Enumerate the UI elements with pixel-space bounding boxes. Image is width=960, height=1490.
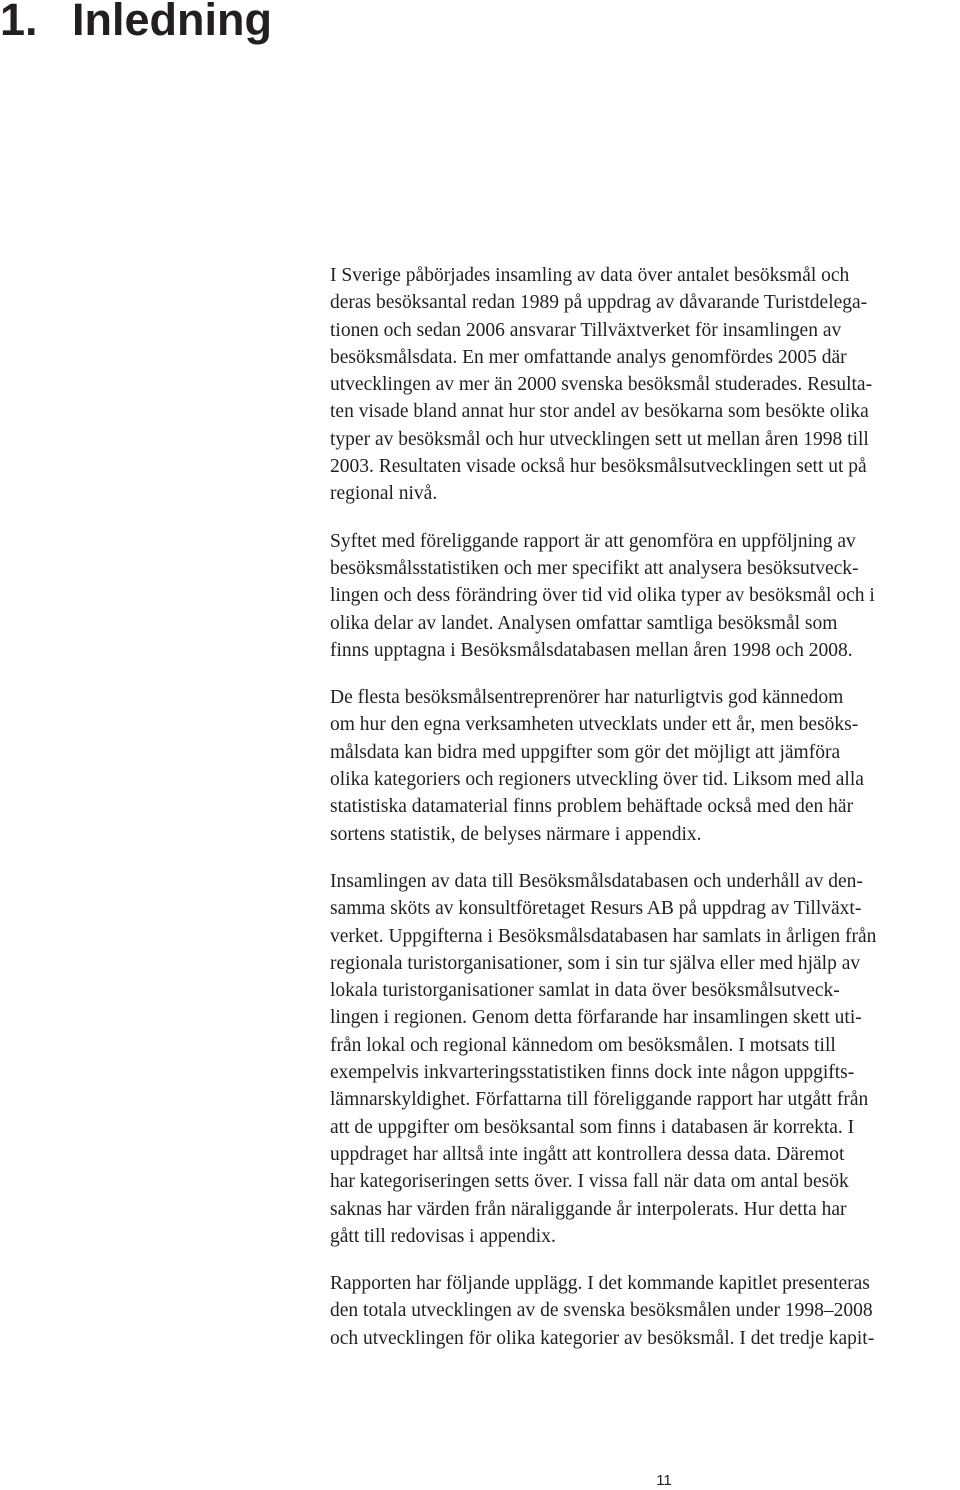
text-line: samma sköts av konsultföretaget Resurs AB på uppdrag av Tillväxt- [330,898,862,920]
text-line: sortens statistik, de belyses närmare i appendix. [330,823,702,845]
text-line: att de uppgifter om besöksantal som finns i databasen är korrekta. I [330,1116,855,1138]
text-line: statistiska datamaterial finns problem behäftade också med den här [330,796,854,818]
paragraph [330,684,930,848]
text-line: De flesta besöksmålsentreprenörer har naturligtvis god kännedom [330,687,844,709]
paragraph [330,262,930,508]
text-line: deras besöksantal redan 1989 på uppdrag av dåvarande Turistdelega- [330,292,868,314]
text-line: olika kategoriers och regioners utveckling över tid. Liksom med alla [330,769,864,791]
text-line: olika delar av landet. Analysen omfattar samtliga besöksmål som [330,612,838,634]
text-line: om hur den egna verksamheten utvecklats under ett år, men besöks- [330,714,859,736]
text-line: verket. Uppgifterna i Besöksmålsdatabasen har samlats in årligen från [330,925,877,947]
text-line: besöksmålsdata. En mer omfattande analys genomfördes 2005 där [330,346,847,368]
text-line: har kategoriseringen setts över. I vissa fall när data om antal besök [330,1171,849,1193]
text-line: finns upptagna i Besöksmålsdatabasen mellan åren 1998 och 2008. [330,639,853,661]
text-line: Rapporten har följande upplägg. I det kommande kapitlet presenteras [330,1273,870,1295]
paragraph [330,1270,930,1352]
text-line: regional nivå. [330,483,438,505]
chapter-heading [0,0,272,46]
text-line: tionen och sedan 2006 ansvarar Tillväxtverket för insamlingen av [330,319,842,341]
text-line: målsdata kan bidra med uppgifter som gör det möjligt att jämföra [330,741,841,763]
text-line: lämnarskyldighet. Författarna till föreliggande rapport har utgått från [330,1089,869,1111]
page-number: 11 [656,1472,672,1489]
text-line: uppdraget har alltså inte ingått att kontrollera dessa data. Däremot [330,1143,845,1165]
text-line: besöksmålsstatistiken och mer specifikt att analysera besöksutveck- [330,557,859,579]
text-line: lokala turistorganisationer samlat in data över besöksmålsutveck- [330,980,840,1002]
text-line: typer av besöksmål och hur utvecklingen sett ut mellan åren 1998 till [330,428,869,450]
paragraph [330,868,930,1250]
text-line: utvecklingen av mer än 2000 svenska besöksmål studerades. Resulta- [330,374,873,396]
text-line: I Sverige påbörjades insamling av data över antalet besöksmål och [330,265,850,286]
text-line: och utvecklingen för olika kategorier av besöksmål. I det tredje kapit- [330,1327,875,1349]
chapter-title: Inledning [72,0,272,45]
paragraph [330,528,930,664]
text-line: saknas har värden från näraliggande år interpolerats. Hur detta har [330,1198,847,1220]
text-line: exempelvis inkvarteringsstatistiken finns dock inte någon uppgifts- [330,1062,855,1084]
text-line: från lokal och regional kännedom om besöksmålen. I motsats till [330,1034,836,1056]
text-line: lingen i regionen. Genom detta förfarande har insamlingen skett uti- [330,1007,862,1029]
text-line: den totala utvecklingen av de svenska besöksmålen under 1998–2008 [330,1300,873,1322]
text-line: gått till redovisas i appendix. [330,1225,556,1247]
text-line: ten visade bland annat hur stor andel av besökarna som besökte olika [330,401,869,423]
text-line: Insamlingen av data till Besöksmålsdatabasen och underhåll av den- [330,870,863,892]
text-line: regionala turistorganisationer, som i sin tur själva eller med hjälp av [330,952,861,974]
text-line: 2003. Resultaten visade också hur besöksmålsutvecklingen sett ut på [330,456,867,478]
body-text [330,262,930,1372]
text-line: Syftet med föreliggande rapport är att genomföra en uppföljning av [330,530,856,552]
text-line: lingen och dess förändring över tid vid olika typer av besöksmål och i [330,585,875,607]
chapter-number: 1. [0,0,38,45]
